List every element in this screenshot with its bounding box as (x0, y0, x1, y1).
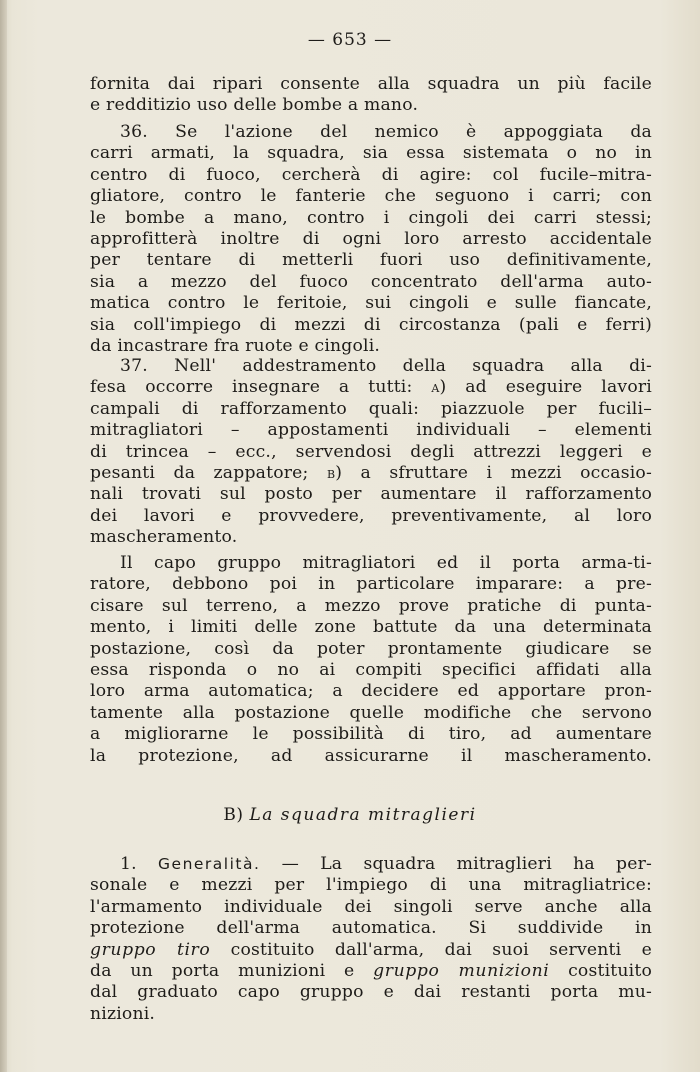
text-line: tamente alla postazione quelle modifiche che servono (90, 702, 652, 723)
text-line: sia a mezzo del fuoco concentrato dell'arma auto- (90, 271, 652, 292)
paragraph-generalita (90, 854, 652, 1025)
text-line (90, 463, 652, 484)
text-line: l'armamento individuale dei singoli serve anche alla (90, 896, 652, 917)
text-line: e redditizio uso delle bombe a mano. (90, 95, 419, 116)
text-fragment: costituito dall'arma, dai suoi serventi e (210, 939, 653, 960)
list-marker: b (326, 463, 336, 482)
text-line: 36. Se l'azione del nemico è appoggiata da (120, 122, 652, 142)
text-line: cisare sul terreno, a mezzo prove pratiche di punta- (90, 595, 652, 616)
page-number: — 653 — (307, 30, 393, 50)
section-title: La squadra mitraglieri (249, 805, 477, 825)
text-line: da incastrare fra ruote e cingoli. (90, 335, 381, 356)
text-line: sia coll'impiego di mezzi di circostanza (pali e ferri) (90, 314, 652, 335)
text-line: le bombe a mano, contro i cingoli dei carri stessi; (90, 207, 652, 228)
text-fragment: ) ad eseguire lavori (439, 377, 652, 398)
text-line (90, 854, 652, 875)
text-line: fornita dai ripari consente alla squadra un più facile (90, 74, 652, 94)
text-line: campali di rafforzamento quali: piazzuole per fucili– (90, 398, 652, 419)
section-letter: B) (223, 805, 244, 825)
text-line: carri armati, la squadra, sia essa sistemata o no in (90, 143, 652, 164)
section-heading (0, 805, 700, 825)
text-line: per tentare di metterli fuori uso definitivamente, (90, 250, 652, 271)
italic-term: gruppo munizioni (373, 960, 550, 981)
text-line: approfitterà inoltre di ogni loro arresto accidentale (90, 228, 652, 249)
text-line: matica contro le feritoie, sui cingoli e sulle fiancate, (90, 293, 652, 314)
text-fragment: — La squadra mitraglieri ha per- (260, 854, 652, 874)
text-line: Il capo gruppo mitragliatori ed il porta arma-ti- (120, 553, 652, 573)
text-line: di trincea – ecc., servendosi degli attrezzi leggeri e (90, 441, 652, 462)
text-line: mascheramento. (90, 527, 238, 548)
text-line: a migliorarne le possibilità di tiro, ad aumentare (90, 724, 652, 745)
text-line: mento, i limiti delle zone battute da una determinata (90, 617, 652, 638)
text-line: 37. Nell' addestramento della squadra alla di- (120, 356, 652, 376)
text-fragment: da un porta munizioni e (90, 960, 374, 981)
text-line: la protezione, ad assicurarne il mascheramento. (90, 745, 652, 766)
paragraph-37 (90, 356, 652, 549)
text-line: gliatore, contro le fanterie che seguono i carri; con (90, 186, 652, 207)
text-line: nizioni. (90, 1003, 156, 1024)
text-fragment: ) a sfruttare i mezzi occasio- (335, 462, 652, 483)
text-line (90, 961, 652, 982)
text-line: postazione, così da poter prontamente giudicare se (90, 638, 652, 659)
paragraph-36 (90, 122, 652, 357)
page-spine-shadow (0, 0, 7, 1072)
text-line: dei lavori e provvedere, preventivamente, al loro (90, 505, 652, 526)
text-line: centro di fuoco, cercherà di agire: col fucile–mitra- (90, 164, 652, 185)
text-line: essa risponda o no ai compiti specifici affidati alla (90, 659, 652, 680)
text-line: sonale e mezzi per l'impiego di una mitragliatrice: (90, 875, 652, 896)
text-fragment: fesa occorre insegnare a tutti: (90, 377, 432, 398)
italic-term: gruppo tiro (90, 939, 211, 960)
text-line: loro arma automatica; a decidere ed apportare pron- (90, 681, 652, 702)
text-fragment: costituito (549, 960, 653, 981)
text-line (90, 940, 652, 961)
paragraph-continuation (90, 74, 652, 117)
text-line: nali trovati sul posto per aumentare il rafforzamento (90, 484, 652, 505)
paragraph-term: Generalità. (158, 855, 261, 873)
paragraph-number: 1. (120, 854, 137, 874)
text-line: dal graduato capo gruppo e dai restanti porta mu- (90, 982, 652, 1003)
text-line: protezione dell'arma automatica. Si suddivide in (90, 918, 652, 939)
paragraph-capo-gruppo (90, 553, 652, 767)
text-fragment: pesanti da zappatore; (90, 462, 327, 483)
list-marker: a (431, 378, 440, 397)
text-line: mitragliatori – appostamenti individuali – elementi (90, 420, 652, 441)
text-line (90, 377, 652, 398)
text-line: ratore, debbono poi in particolare imparare: a pre- (90, 574, 652, 595)
